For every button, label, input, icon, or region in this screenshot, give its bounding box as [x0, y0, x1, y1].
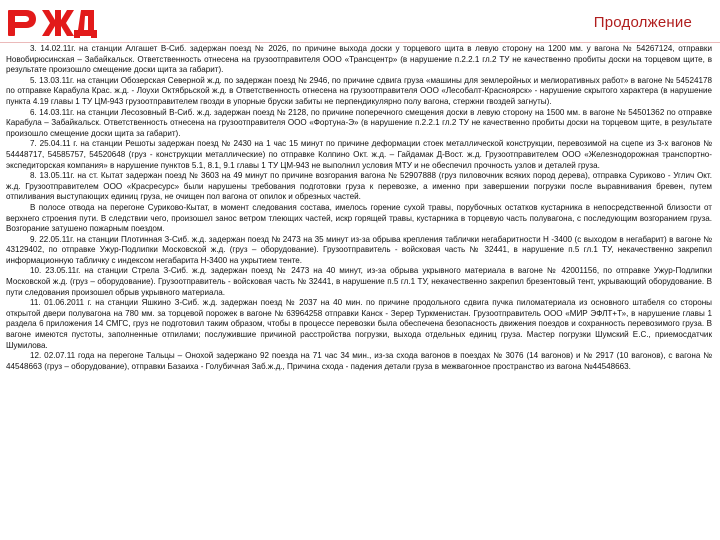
document-body: [6, 44, 712, 372]
paragraph: 10. 23.05.11г. на станции Стрела З-Сиб. ж.д. задержан поезд № 2473 на 40 минут, из-за обрыва укрывного материала в вагоне № 42001156, по отправке Ужур-Подлипки Московской ж.д. (груз – оборудование). Грузоотправитель - войсковая часть № 32441, в нарушение п.5 гл.1 ТУ, некачественно закрепил брезентовый тент, укрывающий оборудование. В пути следования произошел обрыв укрывного материала.: [6, 266, 712, 297]
paragraph: 3. 14.02.11г. на станции Алгашет В-Сиб. задержан поезд № 2026, по причине выхода доски у торцевого щита в левую сторону на 1200 мм. у вагона № 54267124, отправки Новобирюсинская – Забайкальск. Ответственность отнесена на грузоотправителя ООО «Трансцентр» (в нарушение п.2.2.1 гл.2 ТУ не качественно пробиты доски на торцевом щите, в результате произошло смещение доски щита за габарит).: [6, 44, 712, 75]
header: [0, 0, 720, 44]
paragraph: 7. 25.04.11 г. на станции Решоты задержан поезд № 2430 на 1 час 15 минут по причине деформации стоек металлической конструкции, перевозимой на сцепе из 3-х вагонов № 54448717, 54585757, 54520648 (груз - конструкции металлические) по отправке Колпино Окт. ж.д. – Гайдамак Д-Вост. ж.д. Грузоотправителем ООО «Железнодорожная транспортно-экспедиторская компания» в нарушение пунктов 5.1, 8.1, 9.1 главы 1 ТУ ЦМ-943 не выполнил условия МТУ и не обеспечил прочность узлов и деталей груза.: [6, 139, 712, 170]
paragraph: 8. 13.05.11г. на ст. Кытат задержан поезд № 3603 на 49 минут по причине возгорания вагона № 52907888 (груз пиловочник всяких пород дерева), отправка Суриково - Углич Окт. ж.д. Грузоотправителем ООО «Красресурс» были нарушены требования подготовки груза к перевозке, а именно при завершении погрузки после выравнивания бревен, путем отпиливания выступающих единиц груза, не очищен пол вагона от опилок и обрезных частей.: [6, 171, 712, 202]
paragraph: В полосе отвода на перегоне Суриково-Кытат, в момент следования состава, имелось горение сухой травы, порубочных остатков кустарника в непосредственной близости от верхнего строения пути. В следствии чего, произошел занос ветром тлеющих частей, искр горящей травы, кустарника в торцевую часть полувагона, с последующим возгоранием груза. Возгорание затушено пожарным поездом.: [6, 202, 712, 234]
header-divider: [0, 42, 720, 43]
paragraph: 5. 13.03.11г. на станции Обозерская Северной ж.д. по задержан поезд № 2946, по причине сдвига груза «машины для землеройных и мелиоративных работ» в вагоне № 54524178 по отправке Карабула Крас. ж.д. - Лоухи Октябрьской ж.д. в Ответственность отнесена на грузоотправителя ООО «Лесобалт-Красноярск» - нарушение скрытого характера (в нарушение пункта 4.19 главы 1 ТУ ЦМ-943 грузоотправителем гвозди в упорные бруски забиты не перпендикулярно полу вагона, стержни гвоздей загнуты).: [6, 75, 712, 106]
paragraph: 12. 02.07.11 года на перегоне Тальцы – Онохой задержано 92 поезда на 71 час 34 мин., из-за схода вагонов в поездах № 3076 (14 вагонов) и № 2917 (10 вагонов), с вагона № 44548663 (груз – оборудование), отправки Базаиха - Голубичная Заб.ж.д., Причина схода - падения детали груза в межвагонное пространство из вагона №44548663.: [6, 351, 712, 371]
paragraph: 11. 01.06.2011 г. на станции Яшкино З-Сиб. ж.д. задержан поезд № 2037 на 40 мин. по причине продольного сдвига пучка пиломатериала из основного штабеля со стороны открытой двери полувагона на 780 мм. за торцевой порожек в вагоне № 63964258 отправки Канск - Зерер Туркменистан. Грузоотправитель ООО «МИР ЭФЛТ+Т», в нарушение главы 1 раздела 6 приложения 14 СМГС, груз не подготовил таким образом, чтобы в процессе перевозки была обеспечена безопасность движения поездов и сохранность перевозимого груза. В вагоне имеются пустоты, заполненные отпилами; послужившие причиной расстройства погрузки, выхода отдельных единиц груза. Мастер погрузки Шумский Е.С., приемосдатчик Шумилова.: [6, 298, 712, 350]
paragraph: 9. 22.05.11г. на станции Плотинная З-Сиб. ж.д. задержан поезд № 2473 на 35 минут из-за обрыва крепления таблички негабаритности Н -3400 (с выходом в негабарит) в вагоне № 43129402, по отправке Ужур-Подлипки Московской ж.д. (груз – оборудование). Грузоотправитель - войсковая часть № 32441, в нарушение п.5 гл.1 ТУ, некачественно закрепил информационную табличку с индексом негабарита Н-3400 на укрытием тенте.: [6, 234, 712, 265]
rzd-logo: [6, 6, 98, 40]
paragraph: 6. 14.03.11г. на станции Лесозовный В-Сиб. ж.д. задержан поезд № 2128, по причине поперечного смещения доски в левую сторону на 1500 мм. в вагоне № 54501362 по отправке Карабула – Забайкальск. Ответственность отнесена на грузоотправителя ООО «Фортуна-Э» (в нарушение п.2.2.1 гл.2 ТУ не качественно пробиты доски на торцевом щите, в результате произошло смещение доски щита за габарит).: [6, 107, 712, 138]
page-title: Продолжение: [593, 14, 692, 31]
